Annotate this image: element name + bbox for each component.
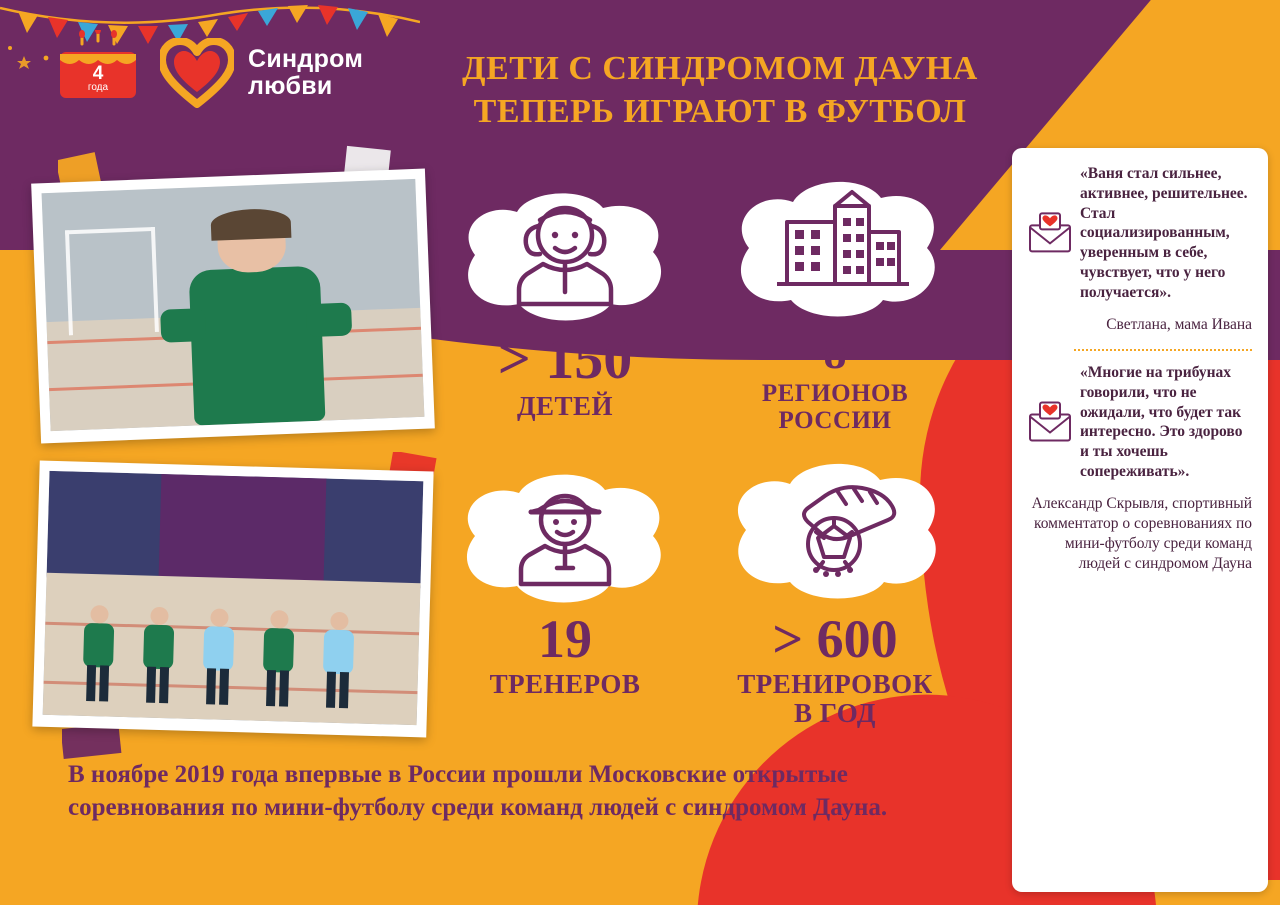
quote-item bbox=[1028, 164, 1252, 303]
photo-match bbox=[32, 461, 433, 738]
stat-regions bbox=[710, 170, 960, 434]
brand-name-line2: любви bbox=[248, 72, 333, 100]
heart-icon bbox=[160, 38, 234, 108]
page-title bbox=[400, 48, 1040, 133]
quote-item bbox=[1028, 363, 1252, 482]
anniversary-badge bbox=[60, 64, 136, 93]
stat-regions-caption-line2: РОССИИ bbox=[778, 407, 892, 434]
envelope-heart-icon bbox=[1028, 164, 1072, 303]
quote-text: «Ваня стал сильнее, активнее, решительнее. Стал социализированным, уверенным в себе, чувствует, что у него получается». bbox=[1080, 165, 1248, 301]
stat-trainings-value: > 600 bbox=[772, 609, 898, 669]
page-title-line1: ДЕТИ С СИНДРОМОМ ДАУНА bbox=[462, 50, 978, 87]
stat-trainings-caption-line2: В ГОД bbox=[794, 698, 876, 729]
quote-text: «Многие на трибунах говорили, что не ожидали, что будет так интересно. Это здорово и ты хочешь сопереживать». bbox=[1080, 363, 1243, 481]
football-boot-icon bbox=[710, 452, 960, 612]
photo-boy-portrait bbox=[31, 169, 435, 444]
stat-coaches-value: 19 bbox=[538, 609, 592, 669]
stat-coaches-caption: ТРЕНЕРОВ bbox=[489, 669, 641, 699]
city-icon bbox=[715, 170, 955, 330]
bottom-caption: В ноябре 2019 года впервые в России прошли Московские открытые соревнования по мини-футболу среди команд людей с синдромом Дауна. bbox=[68, 761, 888, 822]
brand-logo bbox=[60, 30, 363, 116]
stat-trainings-caption-line1: ТРЕНИРОВОК bbox=[737, 669, 933, 699]
anniversary-number: 4 bbox=[92, 63, 104, 84]
birthday-cake-icon bbox=[60, 30, 146, 116]
anniversary-word: года bbox=[87, 82, 109, 93]
quote-divider bbox=[1074, 349, 1252, 351]
stat-trainings bbox=[700, 452, 970, 728]
page-title-line2: ТЕПЕРЬ ИГРАЮТ В ФУТБОЛ bbox=[473, 92, 967, 130]
quotes-panel bbox=[1012, 148, 1268, 892]
brand-name-line1: Синдром bbox=[248, 45, 364, 73]
stat-children-value: > 150 bbox=[497, 326, 633, 391]
stat-regions-value: 8 bbox=[823, 327, 847, 378]
stat-coaches bbox=[440, 462, 690, 699]
quote-author: Светлана, мама Ивана bbox=[1106, 315, 1252, 333]
coach-icon bbox=[445, 462, 685, 612]
brand-name bbox=[248, 46, 363, 100]
child-icon bbox=[445, 180, 685, 330]
envelope-heart-icon bbox=[1028, 363, 1072, 482]
stat-children-caption: ДЕТЕЙ bbox=[516, 391, 614, 421]
stat-children bbox=[440, 180, 690, 421]
stat-regions-caption-line1: РЕГИОНОВ bbox=[761, 380, 909, 407]
quote-author: Александр Скрывля, спортивный комментатор о соревнованиях по мини-футболу среди команд людей с синдромом Дауна bbox=[1031, 494, 1252, 573]
